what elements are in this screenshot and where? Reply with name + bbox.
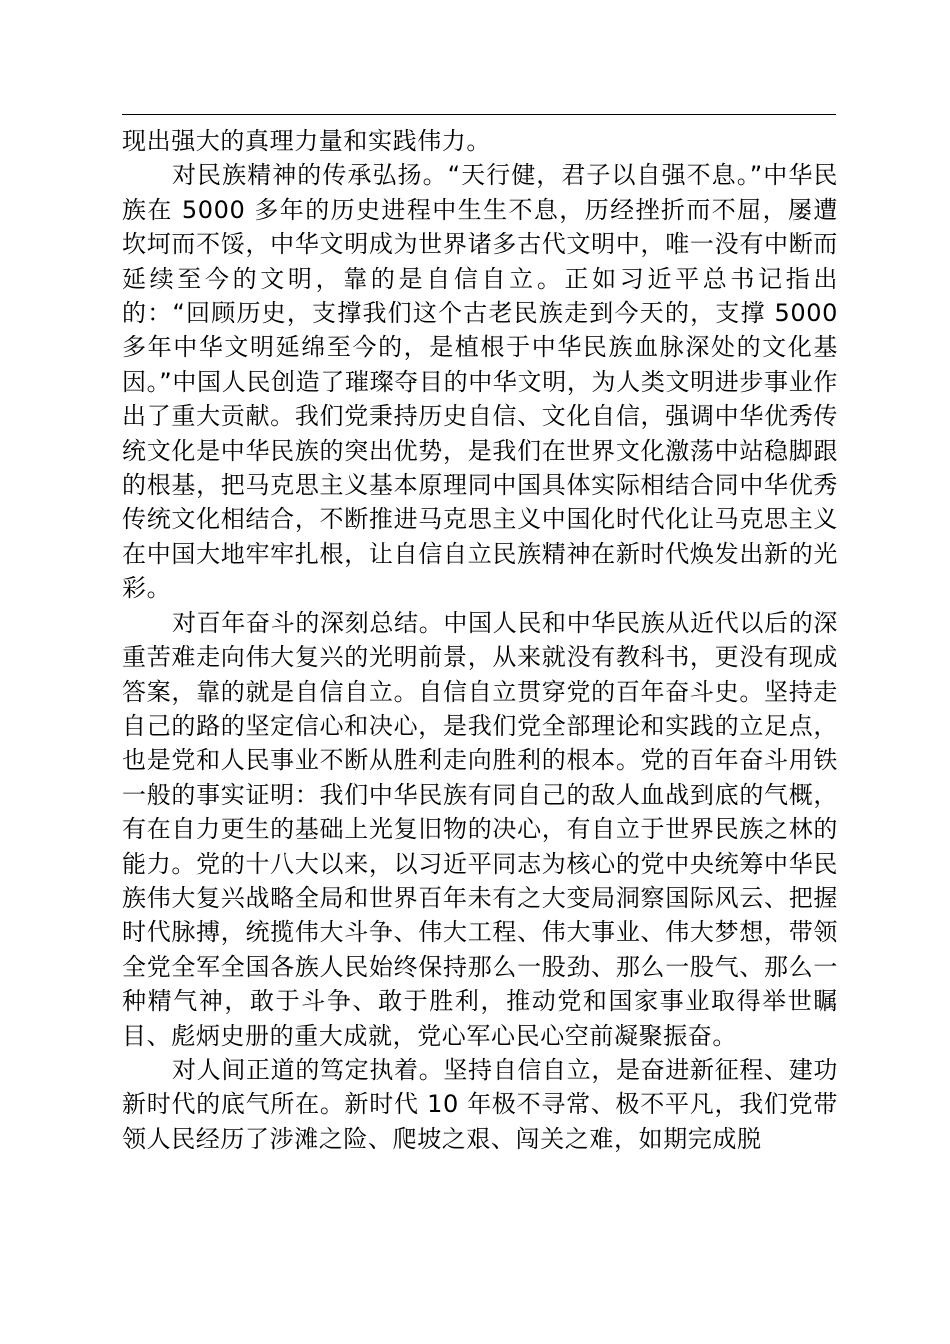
paragraph-righteous-path: 对人间正道的笃定执着。坚持自信自立，是奋进新征程、建功新时代的底气所在。新时代 10 年极不寻常、极不平凡，我们党带领人民经历了涉滩之险、爬坡之艰、闯关之难，如期完成脱 bbox=[122, 1055, 838, 1153]
header-rule bbox=[122, 114, 836, 115]
body-text bbox=[122, 124, 838, 1156]
paragraph-continuation: 现出强大的真理力量和实践伟力。 bbox=[122, 127, 491, 155]
paragraph-national-spirit: 对民族精神的传承弘扬。“天行健，君子以自强不息。”中华民族在 5000 多年的历史进程中生生不息，历经挫折而不屈，屡遭坎坷而不馁，中华文明成为世界诸多古代文明中，唯一没有中断而延续至今的文明，靠的是自信自立。正如习近平总书记指出的：“回顾历史，支撑我们这个古老民族走到今天的，支撑 5000 多年中华文明延绵至今的，是植根于中华民族血脉深处的文化基因。”中国人民创造了璀璨夺目的中华文明，为人类文明进步事业作出了重大贡献。我们党秉持历史自信、文化自信，强调中华优秀传统文化是中华民族的突出优势，是我们在世界文化激荡中站稳脚跟的根基，把马克思主义基本原理同中国具体实际相结合同中华优秀传统文化相结合，不断推进马克思主义中国化时代化让马克思主义在中国大地牢牢扎根，让自信自立民族精神在新时代焕发出新的光彩。 bbox=[122, 161, 838, 603]
paragraph-century-struggle: 对百年奋斗的深刻总结。中国人民和中华民族从近代以后的深重苦难走向伟大复兴的光明前景，从来就没有教科书，更没有现成答案，靠的就是自信自立。自信自立贯穿党的百年奋斗史。坚持走自己的路的坚定信心和决心，是我们党全部理论和实践的立足点，也是党和人民事业不断从胜利走向胜利的根本。党的百年奋斗用铁一般的事实证明：我们中华民族有同自己的敌人血战到底的气概，有在自力更生的基础上光复旧物的决心，有自立于世界民族之林的能力。党的十八大以来，以习近平同志为核心的党中央统筹中华民族伟大复兴战略全局和世界百年未有之大变局洞察国际风云、把握时代脉搏，统揽伟大斗争、伟大工程、伟大事业、伟大梦想，带领全党全军全国各族人民始终保持那么一股劲、那么一股气、那么一种精气神，敢于斗争、敢于胜利，推动党和国家事业取得举世瞩目、彪炳史册的重大成就，党心军心民心空前凝聚振奋。 bbox=[122, 608, 838, 1050]
